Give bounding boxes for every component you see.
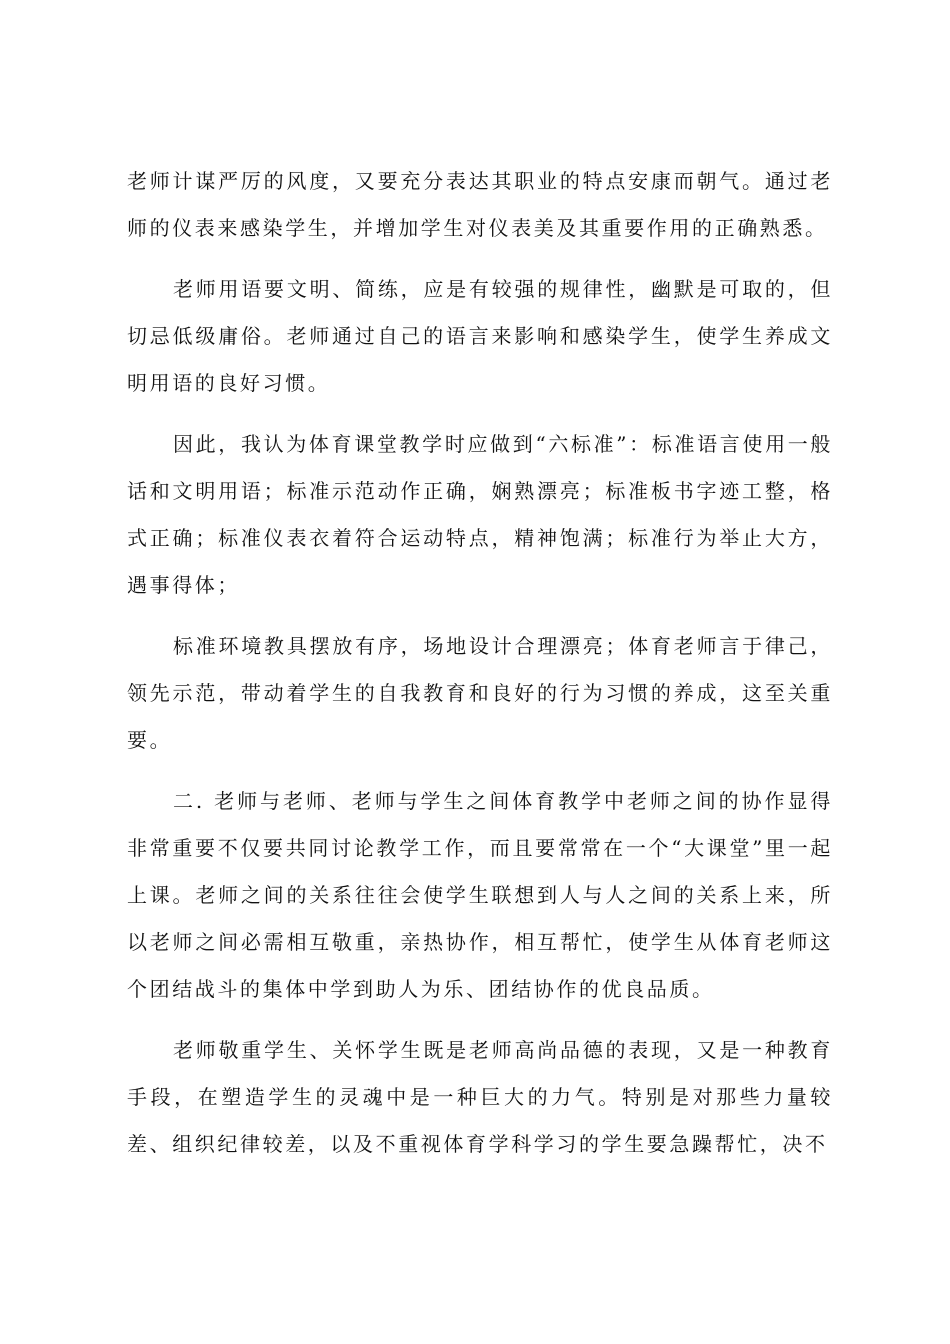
paragraph-section-two: 二. 老师与老师、老师与学生之间体育教学中老师之间的协作显得非常重要不仅要共同讨论教学工作，而且要常常在一个“大课堂”里一起上课。老师之间的关系往往会使学生联想到人与人之间的关系上来，所以老师之间必需相互敬重，亲热协作，相互帮忙，使学生从体育老师这个团结战斗的集体中学到助人为乐、团结协作的优良品质。 xyxy=(127,789,833,1001)
paragraph-teacher-language: 老师用语要文明、简练，应是有较强的规律性，幽默是可取的，但切忌低级庸俗。老师通过自己的语言来影响和感染学生，使学生养成文明用语的良好习惯。 xyxy=(127,277,833,395)
document-body xyxy=(127,158,833,1182)
paragraph-six-standards: 因此，我认为体育课堂教学时应做到“六标准”：标准语言使用一般话和文明用语；标准示范动作正确，娴熟漂亮；标准板书字迹工整，格式正确；标准仪表衣着符合运动特点，精神饱满；标准行为举止大方，遇事得体； xyxy=(127,432,833,597)
paragraph-environment-standard: 标准环境教具摆放有序，场地设计合理漂亮；体育老师言于律己，领先示范，带动着学生的自我教育和良好的行为习惯的养成，这至关重要。 xyxy=(127,634,833,752)
paragraph-continuation: 老师计谋严厉的风度，又要充分表达其职业的特点安康而朝气。通过老师的仪表来感染学生，并增加学生对仪表美及其重要作用的正确熟悉。 xyxy=(127,169,833,240)
paragraph-respect-students: 老师敬重学生、关怀学生既是老师高尚品德的表现，又是一种教育手段，在塑造学生的灵魂中是一种巨大的力气。特别是对那些力量较差、组织纪律较差，以及不重视体育学科学习的学生要急躁帮忙，决不 xyxy=(127,1038,833,1156)
